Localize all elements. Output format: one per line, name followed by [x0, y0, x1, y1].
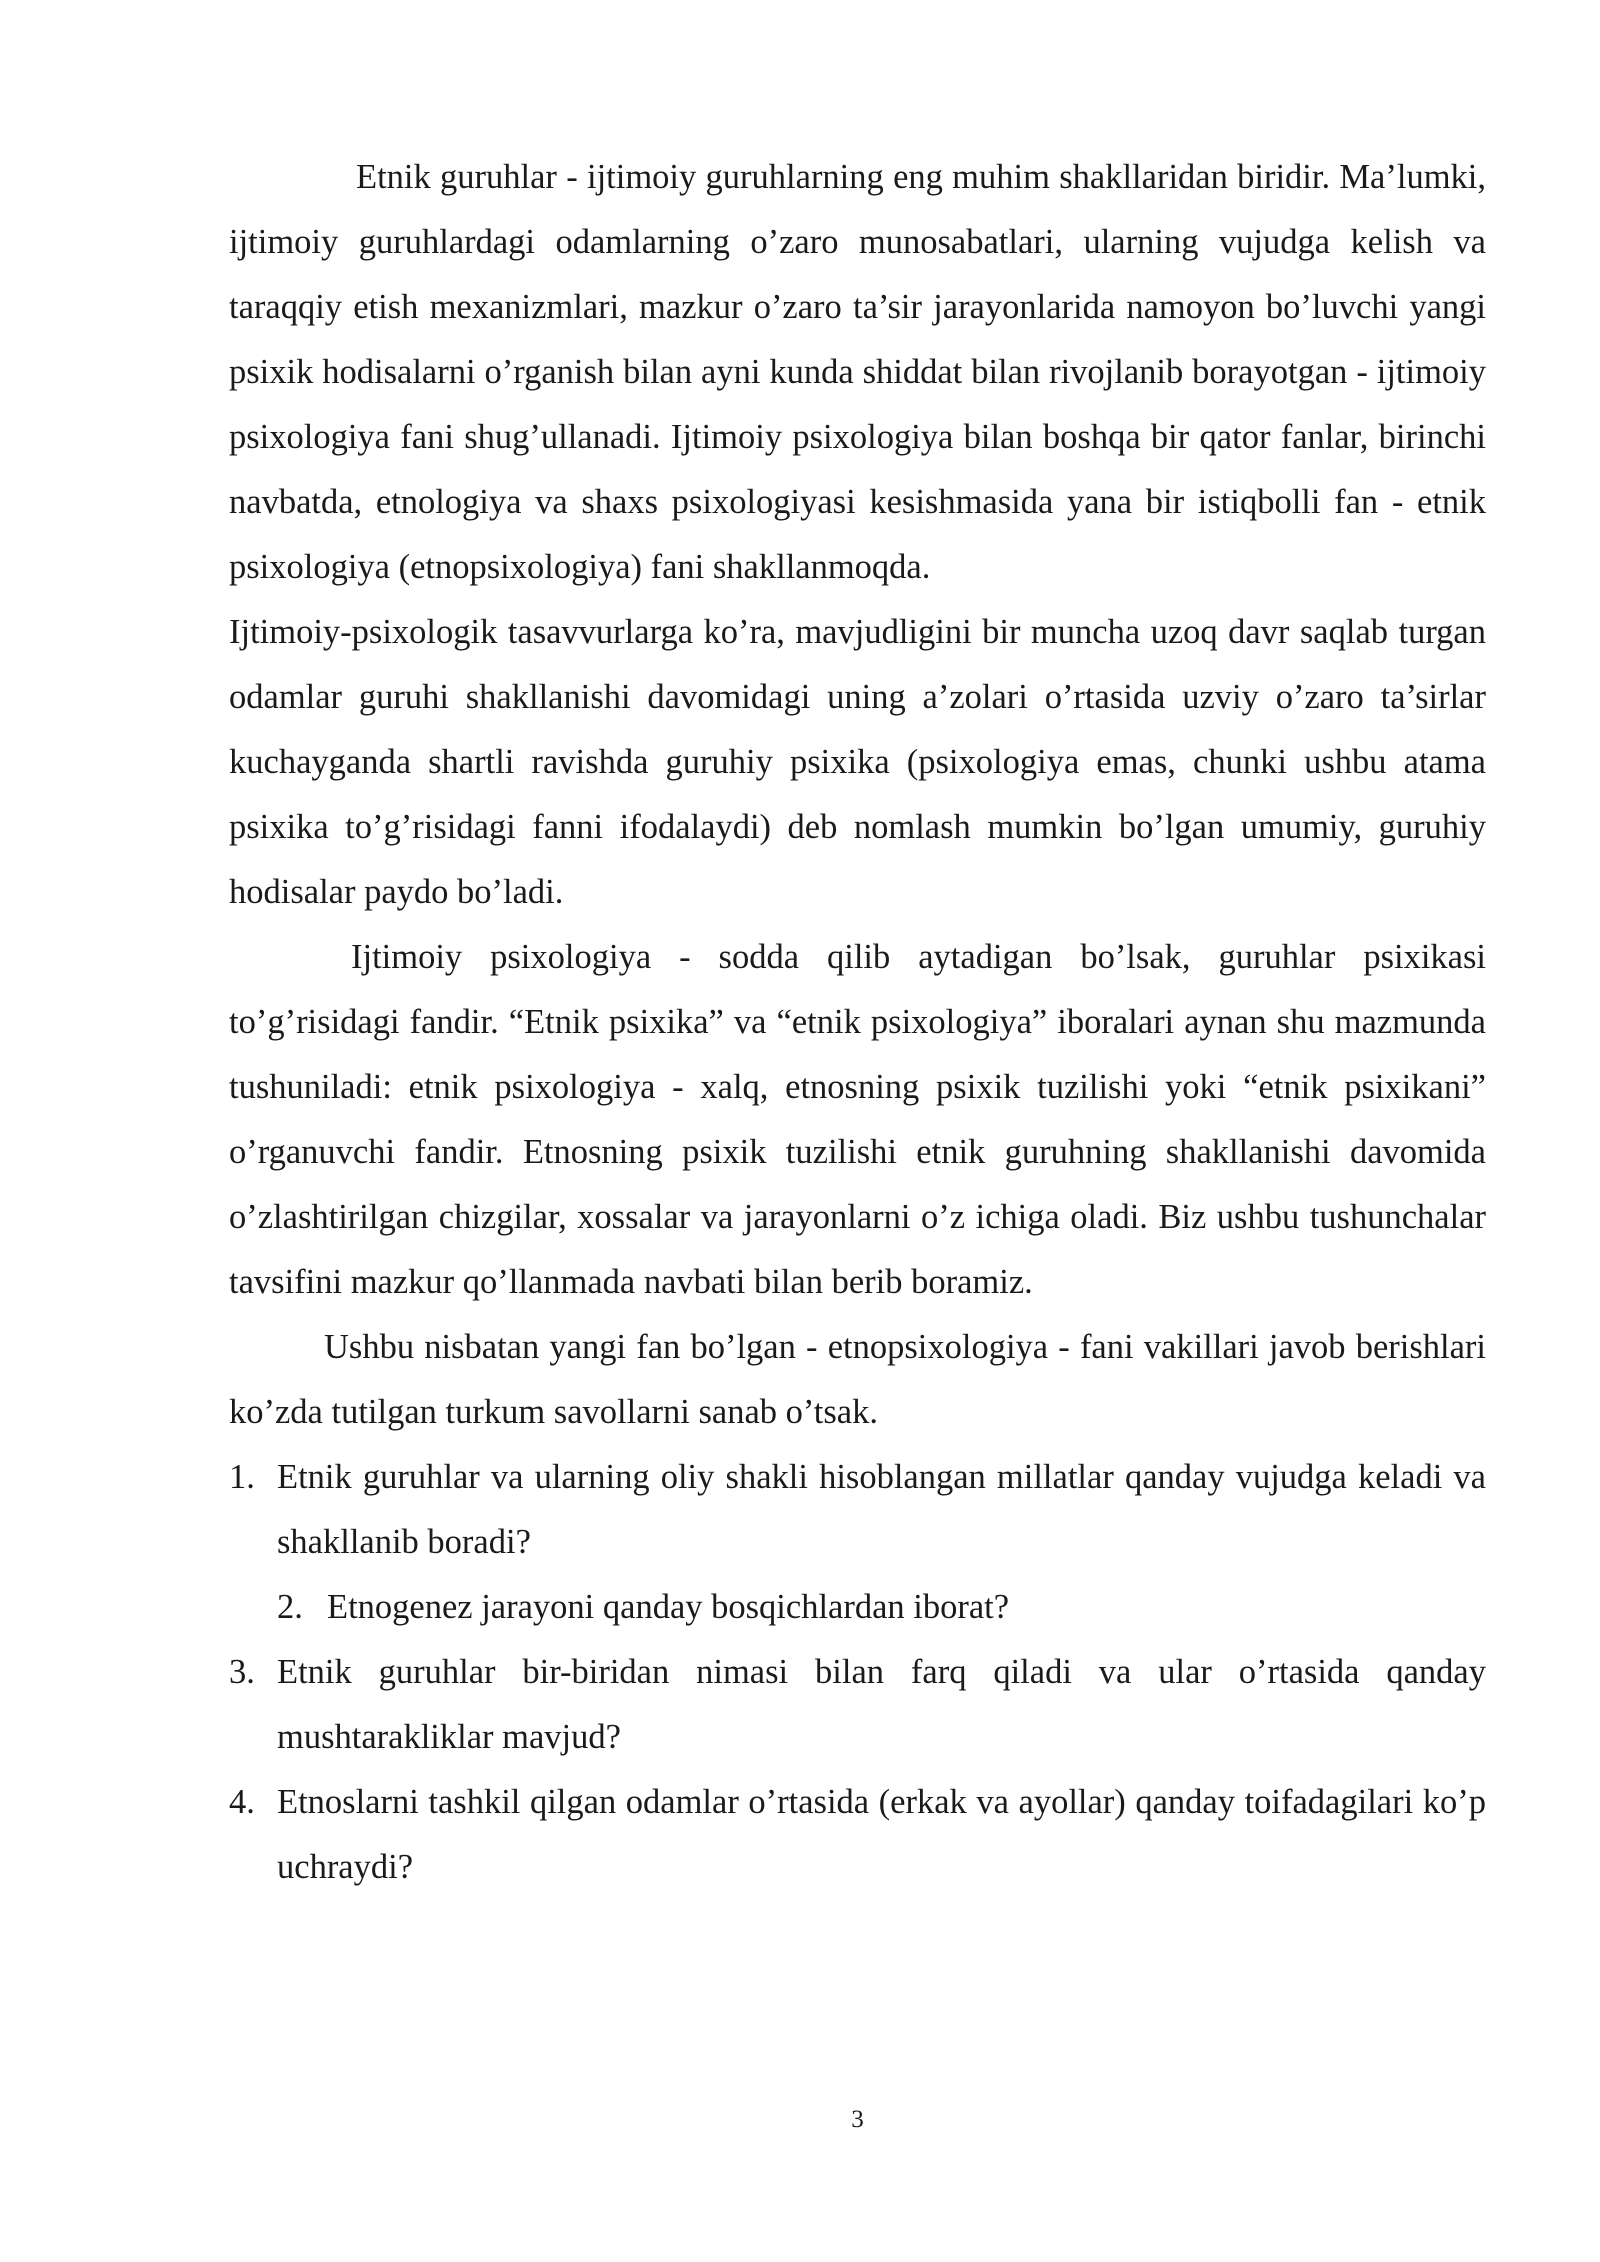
- list-item-number: 1.: [229, 1458, 255, 1496]
- list-item-text: Etnoslarni tashkil qilgan odamlar o’rtasida (erkak va ayollar) qanday toifadagilari ko’p uchraydi?: [277, 1783, 1486, 1886]
- page-number: 3: [851, 2106, 864, 2133]
- list-item-text: Etnik guruhlar va ularning oliy shakli hisoblangan millatlar qanday vujudga keladi va shakllanib boradi?: [277, 1458, 1486, 1561]
- paragraph-questions-intro: Ushbu nisbatan yangi fan bo’lgan - etnopsixologiya - fani vakillari javob berishlari ko’zda tutilgan turkum savollarni sanab o’tsak.: [229, 1328, 1486, 1431]
- paragraph-social-psychology-views: Ijtimoiy-psixologik tasavvurlarga ko’ra, mavjudligini bir muncha uzoq davr saqlab turgan odamlar guruhi shakllanishi davomidagi uning a’zolari o’rtasida uzviy o’zaro ta’sirlar kuchayganda shartli ravishda guruhiy psixika (psixologiya emas, chunki ushbu atama psixika to’g’risidagi fanni ifodalaydi) deb nomlash mumkin bo’lgan umumiy, guruhiy hodisalar paydo bo’ladi.: [229, 613, 1486, 911]
- list-item-number: 3.: [229, 1653, 255, 1691]
- list-item-number: 2.: [277, 1588, 303, 1626]
- questions-list: [229, 1445, 1486, 1900]
- list-item: [229, 1640, 1486, 1770]
- page-body: [229, 145, 1486, 1900]
- list-item: [229, 1770, 1486, 1900]
- paragraph-ethnic-groups: Etnik guruhlar - ijtimoiy guruhlarning eng muhim shakllaridan biridir. Ma’lumki, ijtimoiy guruhlardagi odamlarning o’zaro munosabatlari, ularning vujudga kelish va taraqqiy etish mexanizmlari, mazkur o’zaro ta’sir jarayonlarida namoyon bo’luvchi yangi psixik hodisalarni o’rganish bilan ayni kunda shiddat bilan rivojlanib borayotgan - ijtimoiy psixologiya fani shug’ullanadi. Ijtimoiy psixologiya bilan boshqa bir qator fanlar, birinchi navbatda, etnologiya va shaxs psixologiyasi kesishmasida yana bir istiqbolli fan - etnik psixologiya (etnopsixologiya) fani shakllanmoqda.: [229, 158, 1486, 586]
- list-item: [229, 1445, 1486, 1575]
- list-item: [229, 1575, 1486, 1640]
- paragraph-social-psychology-definition: Ijtimoiy psixologiya - sodda qilib aytadigan bo’lsak, guruhlar psixikasi to’g’risidagi fandir. “Etnik psixika” va “etnik psixologiya” iboralari aynan shu mazmunda tushuniladi: etnik psixologiya - xalq, etnosning psixik tuzilishi yoki “etnik psixikani” o’rganuvchi fandir. Etnosning psixik tuzilishi etnik guruhning shakllanishi davomida o’zlashtirilgan chizgilar, xossalar va jarayonlarni o’z ichiga oladi. Biz ushbu tushunchalar tavsifini mazkur qo’llanmada navbati bilan berib boramiz.: [229, 938, 1486, 1301]
- list-item-number: 4.: [229, 1783, 255, 1821]
- list-item-text: Etnik guruhlar bir-biridan nimasi bilan farq qiladi va ular o’rtasida qanday mushtarakliklar mavjud?: [277, 1653, 1486, 1756]
- list-item-text: Etnogenez jarayoni qanday bosqichlardan iborat?: [327, 1588, 1010, 1626]
